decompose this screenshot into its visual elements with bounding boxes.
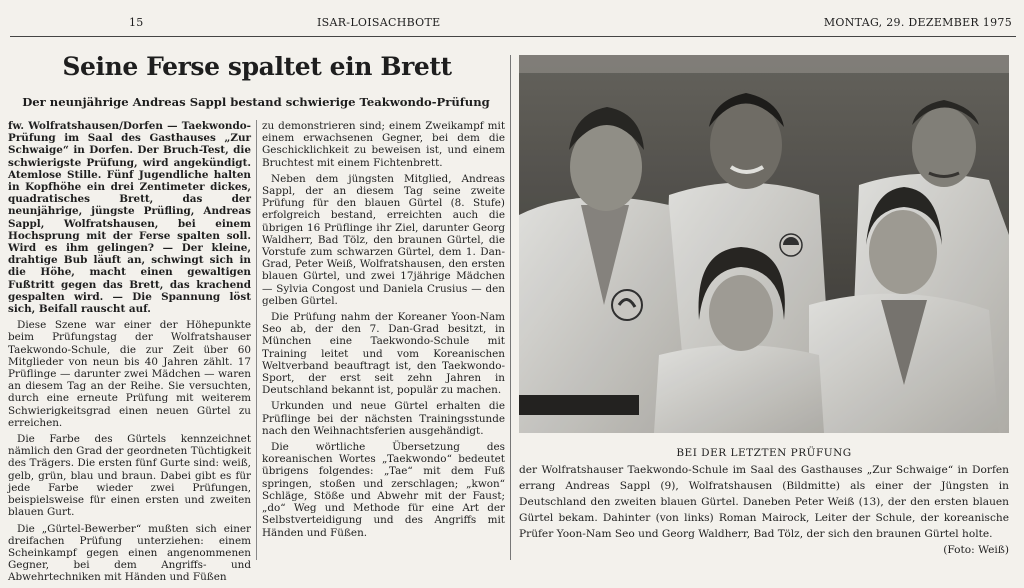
article-paragraph: Die wörtliche Übersetzung des koreanischen Wortes „Taekwondo“ bedeutet übrigens folgendes: „Tae“ mit dem Fuß springen, stoßen und zerschlagen; „kwon“ Schläge, Stöße und Abwehr mit der Faust; „do“ Weg und Methode für eine Art der Selbstverteidigung und des Angriffs mit Händen und Füßen.	[262, 441, 505, 539]
article-column-2	[262, 120, 505, 543]
group-photo	[519, 55, 1009, 433]
photo-credit: (Foto: Weiß)	[943, 544, 1009, 556]
issue-date: MONTAG, 29. DEZEMBER 1975	[823, 16, 1012, 29]
article-paragraph: Neben dem jüngsten Mitglied, Andreas Sappl, der an diesem Tag seine zweite Prüfung für den blauen Gürtel (8. Stufe) erfolgreich bestand, erreichten auch die übrigen 16 Prüflinge ihr Ziel, darunter Georg Waldherr, Bad Tölz, den braunen Gürtel, die Vorstufe zum schwarzen Gürtel, dem 1. Dan-Grad, Peter Weiß, Wolfratshausen, den ersten blauen Gürtel, und zwei 17jährige Mädchen — Sylvia Congost und Daniela Crusius — den gelben Gürtel.	[262, 172, 505, 307]
newspaper-name: ISAR-LOISACHBOTE	[317, 16, 441, 29]
article-paragraph: zu demonstrieren sind; einem Zweikampf mit einem erwachsenen Gegner, bei dem die Geschicklichkeit zu beweisen ist, und einem Bruchtest mit einem Fichtenbrett.	[262, 120, 505, 169]
photo-caption-text: der Wolfratshauser Taekwondo-Schule im Saal des Gasthauses „Zur Schwaige“ in Dorfen errang Andreas Sappl (9), Wolfratshausen (Bildmitte) als einer der Jüngsten in Deutschland den zweiten blauen Gürtel. Daneben Peter Weiß (13), der den ersten blauen Gürtel bekam. Dahinter (von links) Roman Mairock, Leiter der Schule, der koreanische Prüfer Yoon-Nam Seo und Georg Waldherr, Bad Tölz, der sich den braunen Gürtel holte.	[519, 464, 1009, 540]
photo-caption	[519, 462, 1009, 558]
article-paragraph: Urkunden und neue Gürtel erhalten die Prüflinge bei der nächsten Trainingsstunde nach den Weihnachtsferien ausgehändigt.	[262, 400, 505, 437]
article-paragraph: fw. Wolfratshausen/Dorfen — Taekwondo-Prüfung im Saal des Gasthauses „Zur Schwaige“ in Dorfen. Der Bruch-Test, die schwierigste Prüfung, wird angekündigt. Atemlose Stille. Fünf Jugendliche halten in Kopfhöhe ein drei Zentimeter dickes, quadratisches Brett, das der neunjährige, jüngste Prüfling, Andreas Sappl, Wolfratshausen, bei einem Hochsprung mit der Ferse spalten soll. Wird es ihm gelingen? — Der kleine, drahtige Bub läuft an, schwingt sich in die Höhe, macht einen gewaltigen Fußtritt gegen das Brett, das krachend gespalten wird. — Die Spannung löst sich, Beifall rauscht auf.	[8, 120, 251, 316]
article-subheadline: Der neunjährige Andreas Sappl bestand schwierige Teakwondo-Prüfung	[22, 95, 490, 109]
group-photo-illustration	[519, 55, 1009, 433]
article-paragraph: Die „Gürtel-Bewerber“ mußten sich einer dreifachen Prüfung unterziehen: einem Scheinkampf gegen einen angenommenen Gegner, bei dem Angriffs- und Abwehrtechniken mit Händen und Füßen	[8, 522, 251, 584]
page-number: 15	[129, 16, 144, 29]
article-column-1	[8, 120, 251, 588]
article-paragraph: Die Farbe des Gürtels kennzeichnet nämlich den Grad der geordneten Tüchtigkeit des Trägers. Die ersten fünf Gurte sind: weiß, gelb, grün, blau und braun. Dabei gibt es für jede Farbe wieder zwei Prüfungen, beispielsweise für einen ersten und zweiten blauen Gurt.	[8, 433, 251, 519]
photo-caption-title: BEI DER LETZTEN PRÜFUNG	[676, 447, 852, 459]
header-rule	[10, 36, 1016, 37]
column-divider	[256, 120, 257, 560]
article-headline: Seine Ferse spaltet ein Brett	[62, 52, 452, 81]
section-divider	[510, 55, 511, 560]
article-paragraph: Diese Szene war einer der Höhepunkte beim Prüfungstag der Wolfratshauser Taekwondo-Schule, die zur Zeit über 60 Mitglieder von neun bis 40 Jahren zählt. 17 Prüflinge — darunter zwei Mädchen — waren an diesem Tag an der Reihe. Sie versuchten, durch eine erneute Prüfung mit weiterem Schwierigkeitsgrad einen neuen Gürtel zu erreichen.	[8, 319, 251, 429]
page-header	[0, 0, 1024, 36]
article-paragraph: Die Prüfung nahm der Koreaner Yoon-Nam Seo ab, der den 7. Dan-Grad besitzt, in München eine Taekwondo-Schule mit Training leitet und vom Koreanischen Weltverband beauftragt ist, den Taekwondo-Sport, der erst seit zehn Jahren in Deutschland bekannt ist, populär zu machen.	[262, 311, 505, 397]
